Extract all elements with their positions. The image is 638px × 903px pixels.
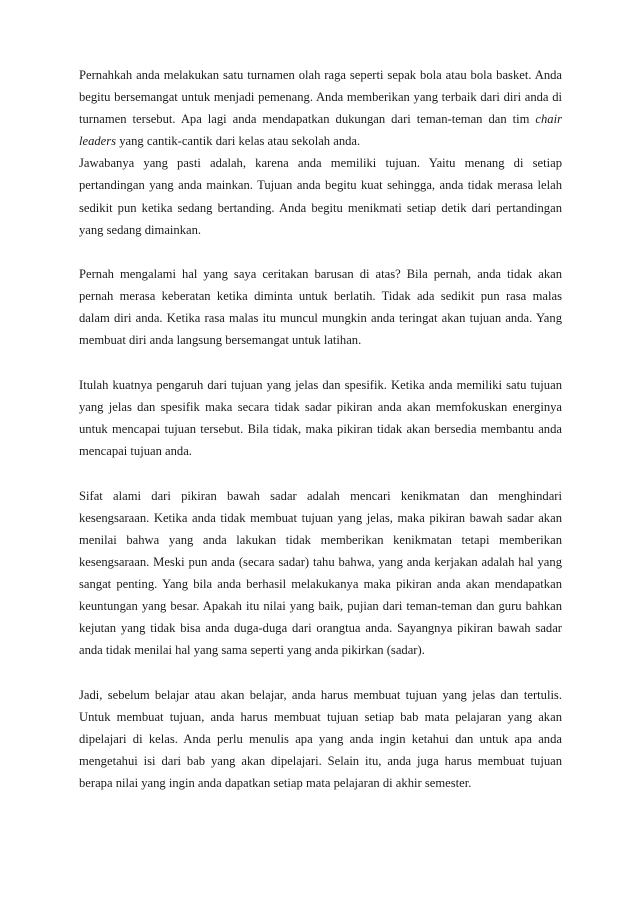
- paragraph-line: yang sedang dimainkan.: [79, 222, 202, 237]
- paragraph-line: pertandingan yang anda mainkan. Tujuan anda begitu kuat sehingga, anda tidak merasa lelah: [79, 178, 562, 193]
- paragraph-6: [79, 684, 562, 794]
- paragraph-line: sangat penting. Yang bila anda berhasil melakukanya maka pikiran anda akan mendapatkan: [79, 577, 562, 592]
- paragraph-line: untuk mencapai tujuan tersebut. Bila tidak, maka pikiran tidak akan bersedia membantu anda: [79, 422, 562, 437]
- paragraph-line: dalam diri anda. Ketika rasa malas itu muncul mungkin anda teringat akan tujuan anda. Yang: [79, 311, 562, 326]
- paragraph-line: mengetahui isi dari bab yang akan dipelajari. Selain itu, anda juga harus membuat tujuan: [79, 754, 562, 769]
- paragraph-line: kesengsaraan. Meski pun anda (secara sadar) tahu bahwa, yang anda kerjakan adalah hal yang: [79, 554, 562, 569]
- document-page: [79, 64, 562, 794]
- paragraph-line: berapa nilai yang ingin anda dapatkan setiap mata pelajaran di akhir semester.: [79, 776, 472, 791]
- paragraph-line: dipelajari di kelas. Anda perlu menulis apa yang anda ingin ketahui dan untuk apa anda: [79, 732, 562, 746]
- paragraph-line: sedikit pun ketika sedang bertanding. Anda begitu menikmati setiap detik dari pertandingan: [79, 200, 562, 215]
- paragraph-line: keuntungan yang besar. Apakah itu nilai yang baik, pujian dari teman-teman dan guru bahkan: [79, 599, 562, 614]
- paragraph-3: [79, 263, 562, 351]
- paragraph-gap: [79, 661, 562, 683]
- paragraph-line: Jawabanya yang pasti adalah, karena anda memiliki tujuan. Yaitu menang di setiap: [79, 156, 562, 171]
- paragraph-line: yang jelas dan spesifik maka secara tidak sadar pikiran anda akan memfokuskan energinya: [79, 400, 562, 414]
- italic-word: chair: [535, 112, 562, 127]
- paragraph-line: [79, 130, 562, 152]
- paragraph-gap: [79, 241, 562, 263]
- paragraph-line: Jadi, sebelum belajar atau akan belajar, anda harus membuat tujuan yang jelas dan tertulis.: [79, 687, 562, 702]
- paragraph-line: begitu bersemangat untuk menjadi pemenang. Anda memberikan yang terbaik dari diri anda di: [79, 90, 562, 105]
- paragraph-line: pernah merasa keberatan ketika diminta untuk berlatih. Tidak ada sedikit pun rasa malas: [79, 289, 562, 304]
- paragraph-line: [79, 108, 562, 130]
- paragraph-gap: [79, 462, 562, 484]
- paragraph-line: Sifat alami dari pikiran bawah sadar adalah mencari kenikmatan dan menghindari: [79, 488, 562, 503]
- paragraph-1: [79, 64, 562, 152]
- paragraph-line: mencapai tujuan anda.: [79, 444, 192, 459]
- line-text: turnamen tersebut. Apa lagi anda mendapatkan dukungan dari teman-teman dan tim: [79, 112, 530, 127]
- paragraph-2: [79, 152, 562, 240]
- italic-word: leaders: [79, 134, 117, 149]
- paragraph-line: Pernahkah anda melakukan satu turnamen olah raga seperti sepak bola atau bola basket. Anda: [79, 68, 562, 82]
- paragraph-4: [79, 374, 562, 462]
- paragraph-gap: [79, 352, 562, 374]
- paragraph-line: anda tidak menilai hal yang sama seperti yang anda pikirkan (sadar).: [79, 643, 425, 658]
- paragraph-line: Itulah kuatnya pengaruh dari tujuan yang jelas dan spesifik. Ketika anda memiliki satu tujuan: [79, 377, 562, 392]
- line-text: yang cantik-cantik dari kelas atau sekolah anda.: [119, 134, 361, 149]
- paragraph-line: Untuk membuat tujuan, anda harus membuat tujuan setiap bab mata pelajaran yang akan: [79, 709, 562, 724]
- paragraph-5: [79, 485, 562, 662]
- paragraph-line: membuat diri anda langsung bersemangat untuk latihan.: [79, 333, 362, 348]
- paragraph-line: kejutan yang tidak bisa anda duga-duga dari orangtua anda. Sayangnya pikiran bawah sadar: [79, 621, 562, 636]
- paragraph-line: Pernah mengalami hal yang saya ceritakan barusan di atas? Bila pernah, anda tidak akan: [79, 267, 562, 282]
- paragraph-line: menilai bahwa yang anda lakukan tidak memberikan kenikmatan tetapi memberikan: [79, 532, 562, 547]
- paragraph-line: kesengsaraan. Ketika anda tidak membuat tujuan yang jelas, maka pikiran bawah sadar akan: [79, 510, 562, 525]
